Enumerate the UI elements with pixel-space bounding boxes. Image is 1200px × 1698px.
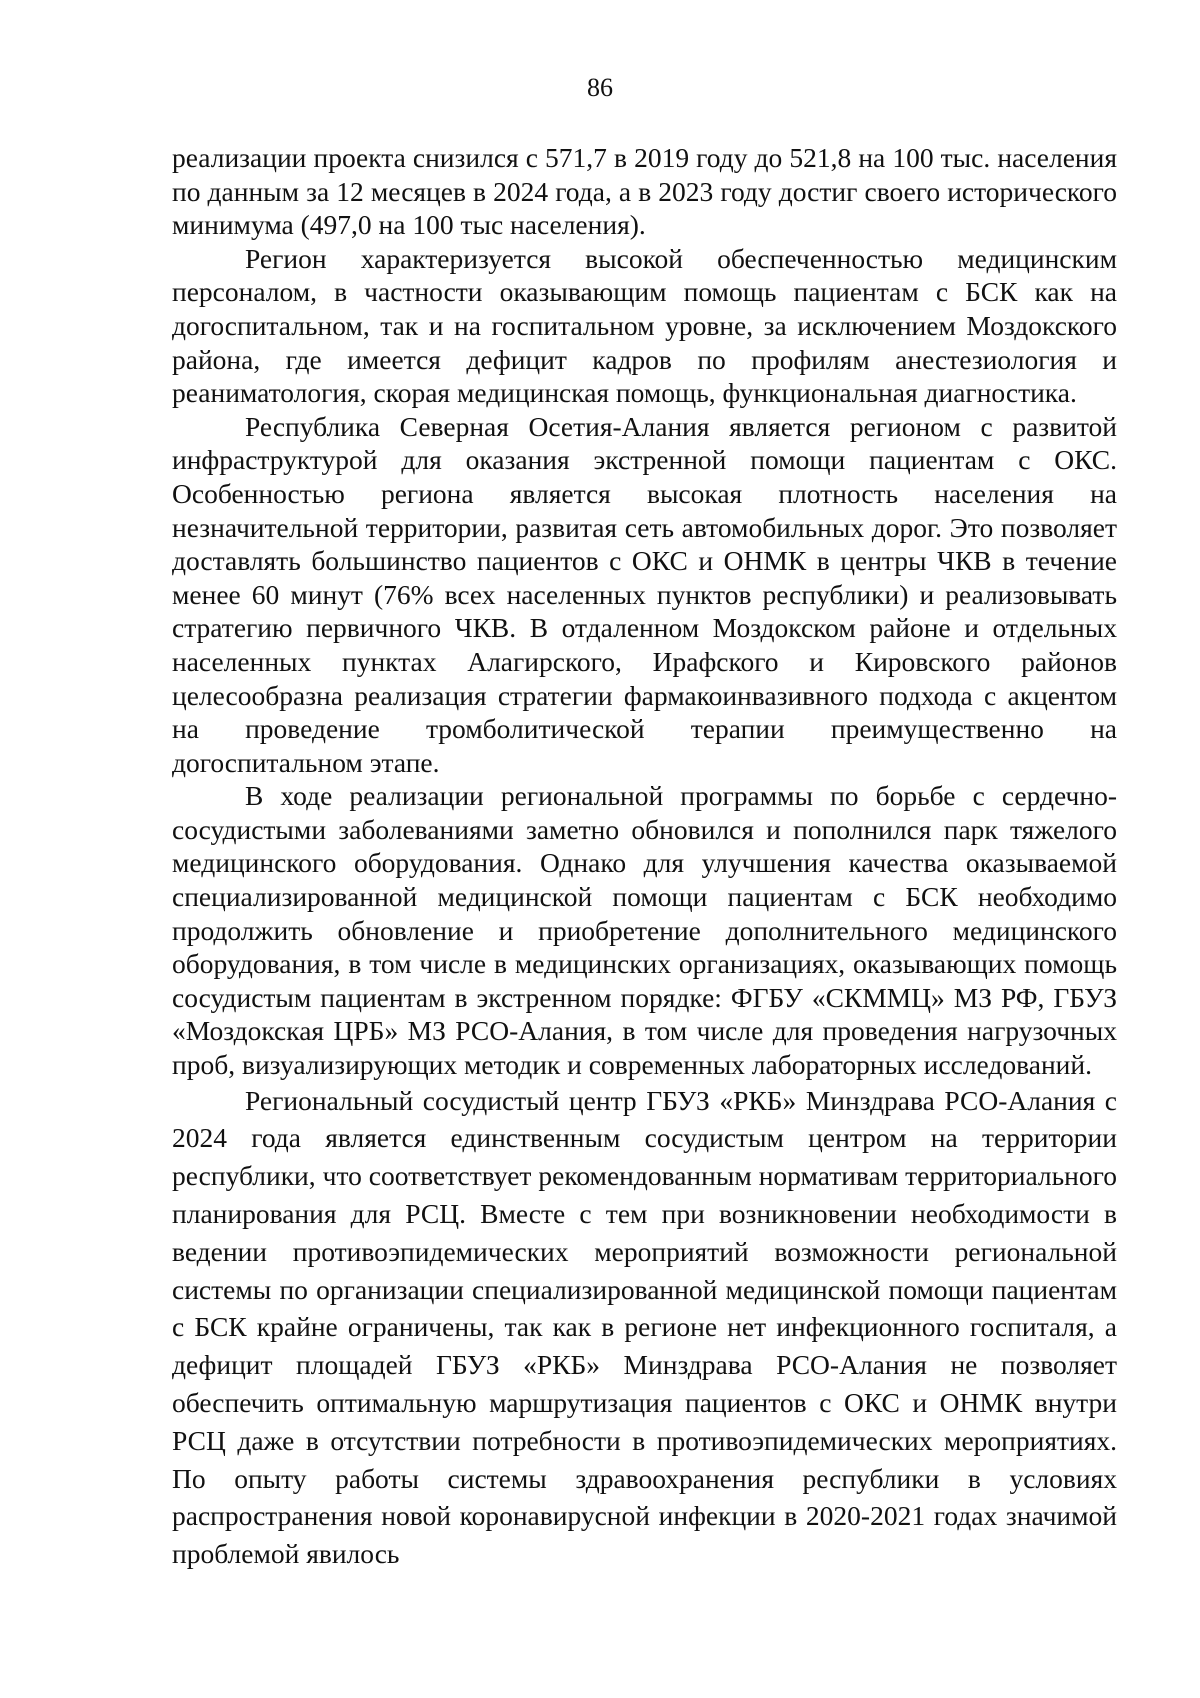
paragraph-continuation: реализации проекта снизился с 571,7 в 2019 году до 521,8 на 100 тыс. населения по данным за 12 месяцев в 2024 года, а в 2023 году достиг своего исторического минимума (497,0 на 100 тыс населения).: [172, 142, 1117, 241]
paragraph-emergency-infrastructure: Республика Северная Осетия-Алания является регионом с развитой инфраструктурой для оказания экстренной помощи пациентам с ОКС. Особенностью региона является высокая плотность населения на незначительной территории, развитая сеть автомобильных дорог. Это позволяет доставлять большинство пациентов с ОКС и ОНМК в центры ЧКВ в течение менее 60 минут (76% всех населенных пунктов республики) и реализовывать стратегию первичного ЧКВ. В отдаленном Моздокском районе и отдельных населенных пунктах Алагирского, Ирафского и Кировского районов целесообразна реализация стратегии фармакоинвазивного подхода с акцентом на проведение тромболитической терапии преимущественно на догоспитальном этапе.: [172, 410, 1117, 778]
page-number: 86: [587, 73, 613, 102]
paragraph-vascular-center: Региональный сосудистый центр ГБУЗ «РКБ» Минздрава РСО-Алания с 2024 года является единственным сосудистым центром на территории республики, что соответствует рекомендованным нормативам территориального планирования для РСЦ. Вместе с тем при возникновении необходимости в ведении противоэпидемических мероприятий возможности региональной системы по организации специализированной медицинской помощи пациентам с БСК крайне ограничены, так как в регионе нет инфекционного госпиталя, а дефицит площадей ГБУЗ «РКБ» Минздрава РСО-Алания не позволяет обеспечить оптимальную маршрутизация пациентов с ОКС и ОНМК внутри РСЦ даже в отсутствии потребности в противоэпидемических мероприятиях. По опыту работы системы здравоохранения республики в условиях распространения новой коронавирусной инфекции в 2020-2021 годах значимой проблемой явилось: [172, 1084, 1117, 1570]
body-text: [172, 141, 1117, 1573]
paragraph-medical-staff: Регион характеризуется высокой обеспеченностью медицинским персоналом, в частности оказывающим помощь пациентам с БСК как на догоспитальном, так и на госпитальном уровне, за исключением Моздокского района, где имеется дефицит кадров по профилям анестезиология и реаниматология, скорая медицинская помощь, функциональная диагностика.: [172, 242, 1117, 409]
paragraph-equipment: В ходе реализации региональной программы по борьбе с сердечно-сосудистыми заболеваниями заметно обновился и пополнился парк тяжелого медицинского оборудования. Однако для улучшения качества оказываемой специализированной медицинской помощи пациентам с БСК необходимо продолжить обновление и приобретение дополнительного медицинского оборудования, в том числе в медицинских организациях, оказывающих помощь сосудистым пациентам в экстренном порядке: ФГБУ «СКММЦ» МЗ РФ, ГБУЗ «Моздокская ЦРБ» МЗ РСО-Алания, в том числе для проведения нагрузочных проб, визуализирующих методик и современных лабораторных исследований.: [172, 780, 1117, 1081]
